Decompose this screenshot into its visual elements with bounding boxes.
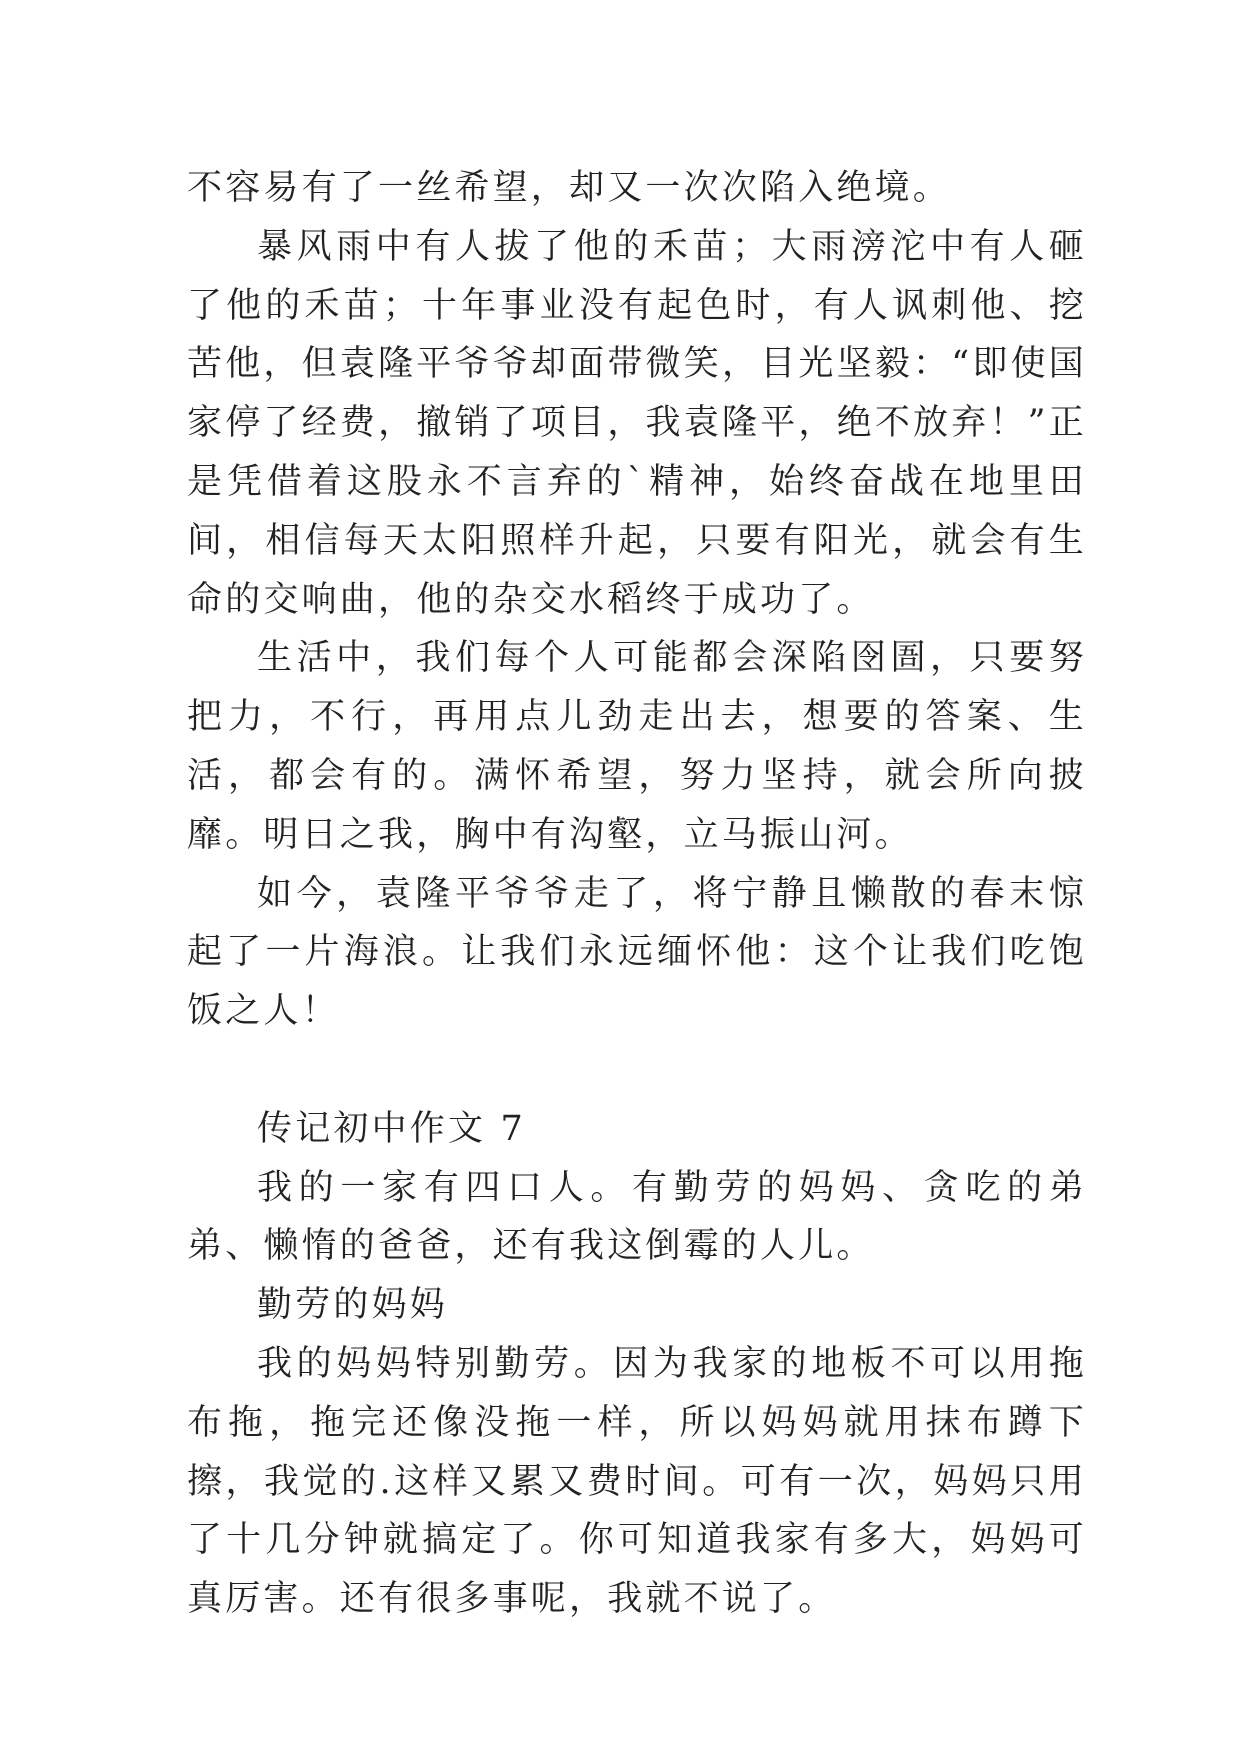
paragraph-storm-seedlings: 暴风雨中有人拔了他的禾苗；大雨滂沱中有人砸了他的禾苗；十年事业没有起色时，有人讽刺他、挖苦他，但袁隆平爷爷却面带微笑，目光坚毅：“即使国家停了经费，撤销了项目，我袁隆平，绝不放弃！”正是凭借着这股永不言弃的`精神，始终奋战在地里田间，相信每天太阳照样升起，只要有阳光，就会有生命的交响曲，他的杂交水稻终于成功了。 xyxy=(187,226,1087,620)
paragraph-mother: 我的妈妈特别勤劳。因为我家的地板不可以用拖布拖，拖完还像没拖一样，所以妈妈就用抹布蹲下擦，我觉的.这样又累又费时间。可有一次，妈妈只用了十几分钟就搞定了。你可知道我家有多大，妈妈可真厉害。还有很多事呢，我就不说了。 xyxy=(187,1343,1087,1620)
paragraph-spacer xyxy=(187,1041,1087,1100)
paragraph-life-hope: 生活中，我们每个人可能都会深陷囹圄，只要努把力，不行，再用点儿劲走出去，想要的答案、生活，都会有的。满怀希望，努力坚持，就会所向披靡。明日之我，胸中有沟壑，立马振山河。 xyxy=(187,638,1087,855)
paragraph-continuation: 不容易有了一丝希望，却又一次次陷入绝境。 xyxy=(187,168,952,208)
paragraph-remembrance: 如今，袁隆平爷爷走了，将宁静且懒散的春末惊起了一片海浪。让我们永远缅怀他：这个让我们吃饱饭之人！ xyxy=(187,873,1087,1032)
document-body xyxy=(187,159,1087,1629)
section-heading-mother: 勤劳的妈妈 xyxy=(257,1285,449,1326)
paragraph-family-intro: 我的一家有四口人。有勤劳的妈妈、贪吃的弟弟、懒惰的爸爸，还有我这倒霉的人儿。 xyxy=(187,1167,1087,1267)
essay-heading: 传记初中作文 7 xyxy=(257,1108,526,1149)
